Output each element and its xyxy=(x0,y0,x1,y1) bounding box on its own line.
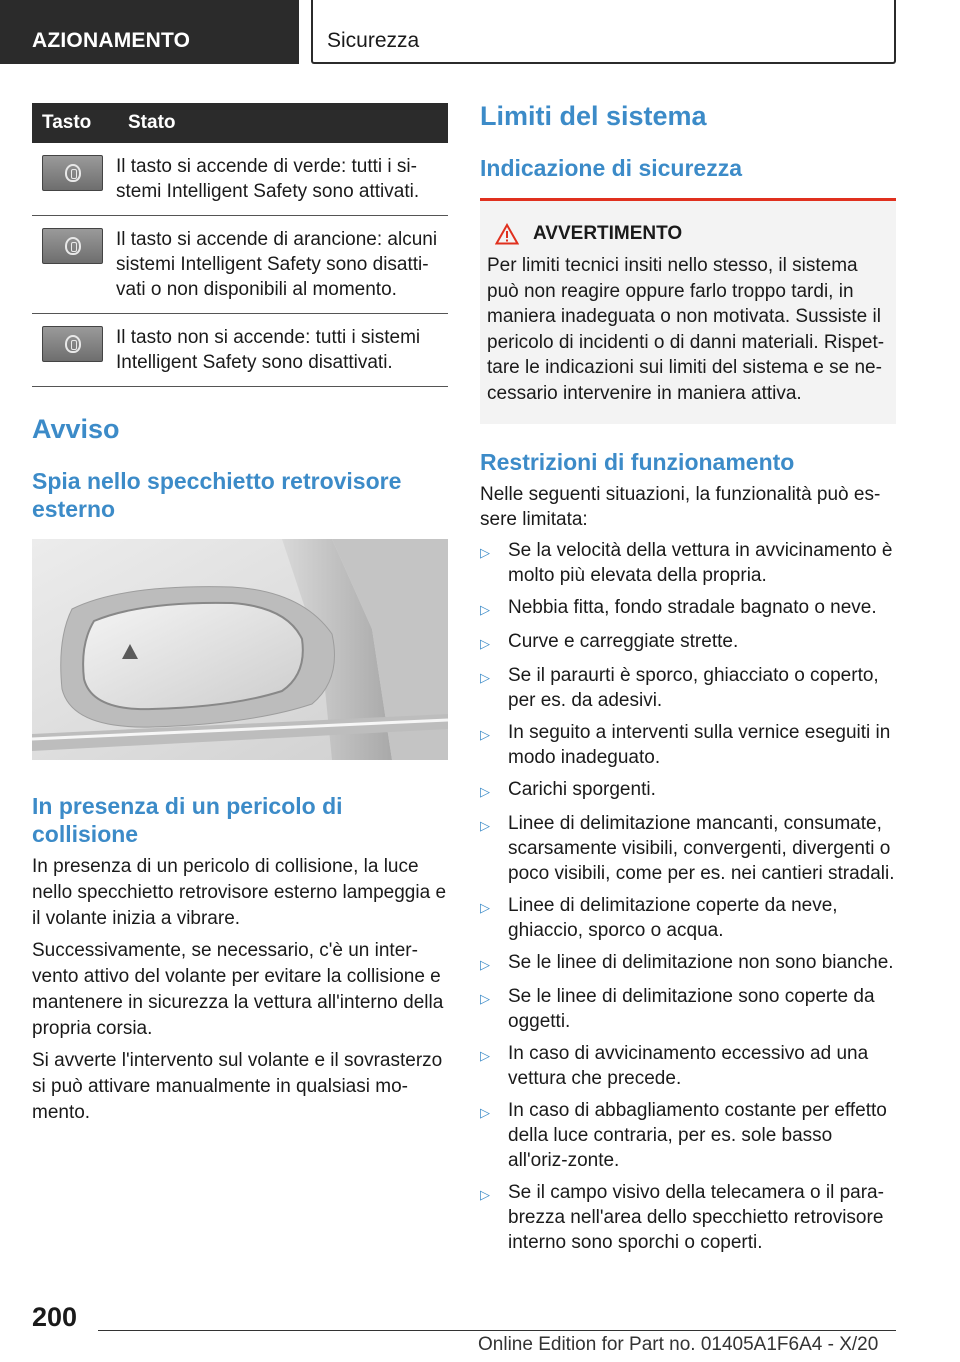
heading-limiti: Limiti del sistema xyxy=(480,101,707,131)
bullet-triangle-icon: ▷ xyxy=(480,602,490,617)
safety-button-green-icon xyxy=(42,155,103,191)
heading-indicazione: Indicazione di sicurezza xyxy=(480,155,743,181)
restrizioni-intro: Nelle seguenti situazioni, la funzionalità può es-sere limitata: xyxy=(480,484,881,530)
warning-title: AVVERTIMENTO xyxy=(533,223,683,244)
state-text: Il tasto non si accende: tutti i sistemi Intelligent Safety sono disattivati. xyxy=(116,314,448,387)
bullet-triangle-icon: ▷ xyxy=(480,900,490,915)
state-text: Il tasto si accende di verde: tutti i si-stemi Intelligent Safety sono attivati. xyxy=(116,143,448,216)
bullet-triangle-icon: ▷ xyxy=(480,991,490,1006)
restrictions-list xyxy=(480,538,896,1255)
list-item: ▷ Se il paraurti è sporco, ghiacciato o coperto, per es. da adesivi. xyxy=(480,665,879,711)
table-row xyxy=(32,143,448,216)
list-item: ▷ In caso di abbagliamento costante per effetto della luce contraria, per es. sole basso all'oriz-zonte. xyxy=(480,1100,887,1171)
bullet-triangle-icon: ▷ xyxy=(480,545,490,560)
col-state-header: Stato xyxy=(116,103,448,143)
heading-restrizioni: Restrizioni di funzionamento xyxy=(480,449,795,475)
list-item: ▷ Carichi sporgenti. xyxy=(480,777,896,804)
footer-divider xyxy=(98,1330,896,1331)
bullet-triangle-icon: ▷ xyxy=(480,1187,490,1202)
key-state-table xyxy=(32,103,448,387)
warning-triangle-icon xyxy=(495,223,519,245)
bullet-triangle-icon: ▷ xyxy=(480,727,490,742)
list-item: ▷ Linee di delimitazione mancanti, consumate, scarsamente visibili, convergenti, divergenti o poco visibili, come per es. nei cantieri stradali. xyxy=(480,813,895,884)
safety-button-orange-icon xyxy=(42,228,103,264)
col-key-header: Tasto xyxy=(32,103,116,143)
paragraph-2: Successivamente, se necessario, c'è un inter-vento attivo del volante per evitare la collisione e mantenere in sicurezza la vettura all'interno della propria corsia. xyxy=(32,940,444,1039)
state-text: Il tasto si accende di arancione: alcuni sistemi Intelligent Safety sono disatti-vati o non disponibili al momento. xyxy=(116,216,448,314)
edition-text: Online Edition for Part no. 01405A1F6A4 - X/20 xyxy=(478,1334,879,1355)
warning-header xyxy=(487,223,888,245)
right-column xyxy=(480,100,896,1262)
bullet-triangle-icon: ▷ xyxy=(480,957,490,972)
list-item: ▷ Se le linee di delimitazione non sono bianche. xyxy=(480,950,896,977)
list-item: ▷ Nebbia fitta, fondo stradale bagnato o neve. xyxy=(480,595,896,622)
paragraph-3: Si avverte l'intervento sul volante e il sovrasterzo si può attivare manualmente in qualsiasi mo-mento. xyxy=(32,1050,443,1123)
list-item: ▷ Linee di delimitazione coperte da neve, ghiaccio, sporco o acqua. xyxy=(480,895,838,941)
list-item: ▷ In caso di avvicinamento eccessivo ad una vettura che precede. xyxy=(480,1043,869,1089)
heading-spia: Spia nello specchietto retrovisore esterno xyxy=(32,468,402,522)
chapter-tab: AZIONAMENTO xyxy=(0,0,299,64)
bullet-triangle-icon: ▷ xyxy=(480,670,490,685)
warning-box xyxy=(480,198,896,424)
section-tab: Sicurezza xyxy=(311,0,896,64)
mirror-drawing xyxy=(32,539,448,760)
safety-button-off-icon xyxy=(42,326,103,362)
table-header-row xyxy=(32,103,448,143)
paragraph-1: In presenza di un pericolo di collisione, la luce nello specchietto retrovisore esterno lampeggia e il volante inizia a vibrare. xyxy=(32,856,447,929)
table-row xyxy=(32,314,448,387)
left-column xyxy=(32,103,448,1126)
page-number: 200 xyxy=(32,1302,78,1332)
heading-pericolo: In presenza di un pericolo di collisione xyxy=(32,793,343,847)
bullet-triangle-icon: ▷ xyxy=(480,784,490,799)
bullet-triangle-icon: ▷ xyxy=(480,636,490,651)
list-item: ▷ Se il campo visivo della telecamera o il para-brezza nell'area dello specchietto retrovisore interno sono sporchi o coperti. xyxy=(480,1182,884,1253)
bullet-triangle-icon: ▷ xyxy=(480,818,490,833)
bullet-triangle-icon: ▷ xyxy=(480,1105,490,1120)
heading-avviso: Avviso xyxy=(32,414,120,444)
mirror-illustration xyxy=(32,539,448,760)
list-item: ▷ Curve e carreggiate strette. xyxy=(480,629,896,656)
list-item: ▷ Se le linee di delimitazione sono coperte da oggetti. xyxy=(480,986,875,1032)
list-item: ▷ In seguito a interventi sulla vernice eseguiti in modo inadeguato. xyxy=(480,722,891,768)
list-item: ▷ Se la velocità della vettura in avvicinamento è molto più elevata della propria. xyxy=(480,540,893,586)
warning-text: Per limiti tecnici insiti nello stesso, il sistema può non reagire oppure farlo troppo tardi, in maniera inadeguata o non motivata. Sussiste il pericolo di incidenti o di danni materiali. Rispet-tare le indicazioni sui limiti del sistema e se ne-cessario intervenire in maniera attiva. xyxy=(487,255,885,404)
table-row xyxy=(32,216,448,314)
bullet-triangle-icon: ▷ xyxy=(480,1048,490,1063)
